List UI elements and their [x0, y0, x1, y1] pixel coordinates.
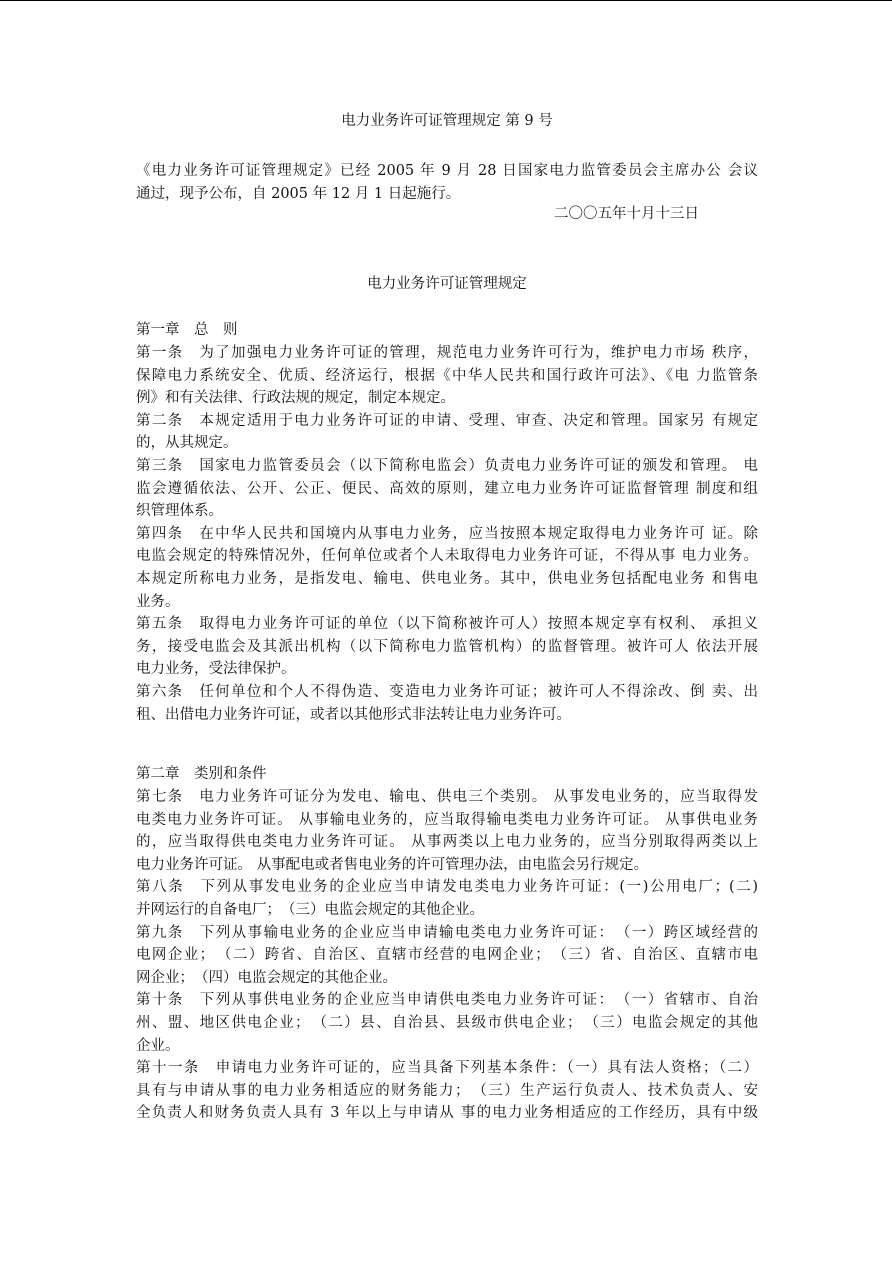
- text-line: 第七条 电力业务许可证分为发电、输电、供电三个类别。 从事发电业务的，应当取得发: [136, 789, 758, 805]
- text-line: 电力业务许可证。 从事配电或者售电业务的许可管理办法，由电监会另行规定。: [136, 856, 649, 873]
- text-line: 务，接受电监会及其派出机构（以下简称电力监管机构）的监督管理。被许可人 依法开展: [136, 638, 758, 655]
- text-line: 的，从其规定。: [136, 435, 238, 452]
- text-line: 全负责人和财务负责人具有 3 年以上与申请从 事的电力业务相适应的工作经历，具有中级: [136, 1105, 758, 1122]
- text-line: 第十一条 申请电力业务许可证的，应当具备下列基本条件：（一）具有法人资格；（二）: [136, 1060, 758, 1077]
- text-line: 保障电力系统安全、优质、经济运行，根据《中华人民共和国行政许可法》、《电 力监管条: [136, 367, 758, 384]
- text-line: 电类电力业务许可证。 从事输电业务的，应当取得输电类电力业务许可证。 从事供电业务: [136, 811, 758, 828]
- chapter-1-heading: 第一章 总 则: [136, 322, 238, 338]
- text-line: 例》和有关法律、行政法规的规定，制定本规定。: [136, 390, 455, 407]
- issue-date: 二〇〇五年十月十三日: [554, 206, 699, 222]
- text-line: 网企业； （四）电监会规定的其他企业。: [136, 969, 397, 986]
- text-line: 企业。: [136, 1037, 180, 1054]
- text-line: 第四条 在中华人民共和国境内从事电力业务，应当按照本规定取得电力业务许可 证。除: [136, 525, 758, 542]
- text-line: 第五条 取得电力业务许可证的单位（以下简称被许可人）按照本规定享有权利、 承担义: [136, 616, 758, 633]
- chapter-2-body: [136, 786, 758, 1125]
- text-line: 业务。: [136, 593, 180, 610]
- text-line: 电监会规定的特殊情况外，任何单位或者个人未取得电力业务许可证，不得从事 电力业务。: [136, 548, 758, 565]
- promulgation-line: 通过，现予公布，自 2005 年 12 月 1 日起施行。: [136, 185, 461, 202]
- text-line: 第八条 下列从事发电业务的企业应当申请发电类电力业务许可证：(一)公用电厂；(二): [136, 879, 758, 896]
- text-line: 的，应当取得供电类电力业务许可证。 从事两类以上电力业务的，应当分别取得两类以上: [136, 834, 758, 851]
- regulation-title: 电力业务许可证管理规定: [367, 276, 527, 292]
- text-line: 监会遵循依法、公开、公正、便民、高效的原则，建立电力业务许可证监督管理 制度和组: [136, 480, 758, 497]
- promulgation-notice: [136, 160, 758, 205]
- text-line: 第十条 下列从事供电业务的企业应当申请供电类电力业务许可证： （一）省辖市、自治: [136, 992, 758, 1009]
- chapter-2-heading: 第二章 类别和条件: [136, 766, 267, 782]
- text-line: 并网运行的自备电厂； （三）电监会规定的其他企业。: [136, 901, 484, 918]
- text-line: 具有与申请从事的电力业务相适应的财务能力； （三）生产运行负责人、技术负责人、安: [136, 1082, 758, 1099]
- text-line: 电网企业； （二）跨省、自治区、直辖市经营的电网企业； （三）省、自治区、直辖市电: [136, 947, 758, 964]
- text-line: 州、盟、地区供电企业； （二）县、自治县、县级市供电企业； （三）电监会规定的其他: [136, 1014, 758, 1031]
- promulgation-line: 《电力业务许可证管理规定》已经 2005 年 9 月 28 日国家电力监管委员会主席办公 会议: [136, 163, 758, 179]
- text-line: 第九条 下列从事输电业务的企业应当申请输电类电力业务许可证： （一）跨区域经营的: [136, 924, 758, 941]
- chapter-1-body: [136, 342, 758, 726]
- document-number-title: 电力业务许可证管理规定 第 9 号: [341, 113, 553, 129]
- text-line: 织管理体系。: [136, 503, 223, 520]
- text-line: 第二条 本规定适用于电力业务许可证的申请、受理、审查、决定和管理。国家另 有规定: [136, 412, 758, 429]
- text-line: 本规定所称电力业务，是指发电、输电、供电业务。其中，供电业务包括配电业务 和售电: [136, 570, 758, 587]
- text-line: 租、出借电力业务许可证，或者以其他形式非法转让电力业务许可。: [136, 706, 571, 723]
- text-line: 电力业务，受法律保护。: [136, 661, 296, 678]
- text-line: 第一条 为了加强电力业务许可证的管理，规范电力业务许可行为，维护电力市场 秩序，: [136, 345, 758, 361]
- text-line: 第六条 任何单位和个人不得伪造、变造电力业务许可证；被许可人不得涂改、倒 卖、出: [136, 683, 758, 700]
- text-line: 第三条 国家电力监管委员会（以下简称电监会）负责电力业务许可证的颁发和管理。 电: [136, 457, 758, 474]
